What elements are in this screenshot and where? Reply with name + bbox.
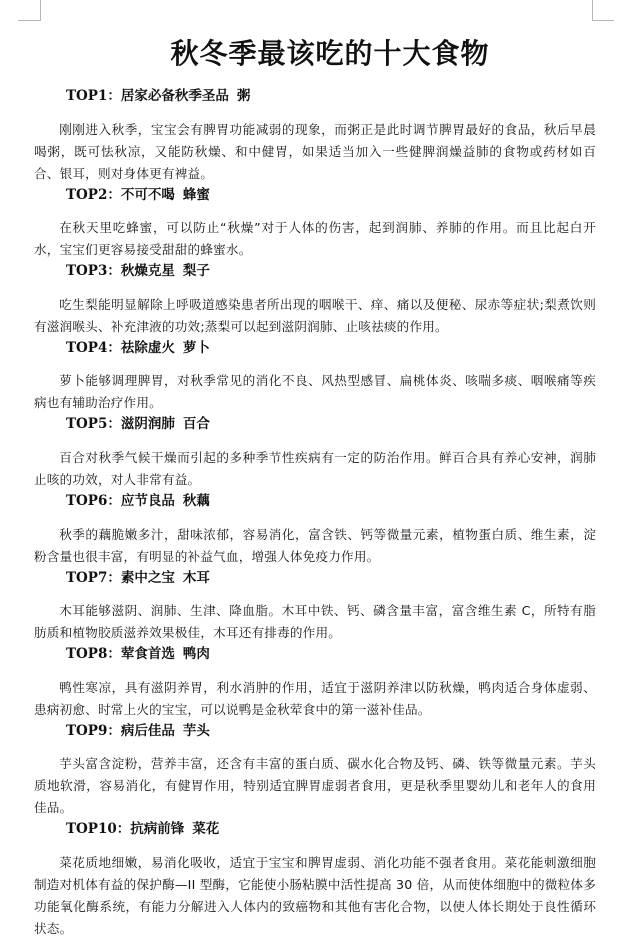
list-item [34, 261, 596, 338]
margin-mark-top-left-h [18, 20, 40, 21]
list-item [34, 568, 596, 645]
item-text: 菜花质地细嫩，易消化吸收，适宜于宝宝和脾胃虚弱、消化功能不强者食用。菜花能刺激细胞制造对机体有益的保护酶—II 型酶，它能使小肠粘膜中活性提高 30 倍，从而使体细胞中的微粒体多功能氧化酶系统，有能力分解进入人体内的致癌物和其他有害化合物，以使人体长期处于良性循环状态。 [34, 854, 596, 936]
list-item [34, 819, 596, 940]
margin-mark-top-left [40, 0, 41, 21]
item-rank: TOP7： [66, 569, 121, 586]
item-rank: TOP1： [66, 88, 121, 104]
item-text: 鸭性寒凉，具有滋阴养胃，利水消肿的作用，适宜于滋阴养津以防秋燥，鸭肉适合身体虚弱、患病初愈、时常上火的宝宝，可以说鸭是金秋荤食中的第一滋补佳品。 [34, 679, 596, 717]
item-name: 应节良品 [120, 492, 175, 509]
item-heading [64, 819, 596, 839]
item-food: 梨子 [182, 263, 210, 280]
item-heading [64, 338, 596, 358]
item-food: 菜花 [192, 821, 220, 838]
item-heading [64, 491, 596, 511]
document-page [34, 34, 596, 940]
item-rank: TOP6： [66, 492, 121, 509]
item-name: 居家必备秋季圣品 [120, 88, 229, 104]
item-name: 秋燥克星 [120, 263, 175, 280]
item-food: 蜂蜜 [182, 186, 210, 203]
item-text: 百合对秋季气候干燥而引起的多种季节性疾病有一定的防治作用。鲜百合具有养心安神，润肺止咳的功效，对人非常有益。 [34, 449, 596, 487]
item-heading [64, 414, 596, 434]
item-name: 抗病前锋 [130, 821, 185, 838]
item-name: 素中之宝 [120, 569, 175, 586]
item-heading [64, 568, 596, 588]
list-item [34, 185, 596, 262]
item-food: 木耳 [182, 569, 210, 586]
item-rank: TOP8： [66, 646, 121, 663]
item-text: 萝卜能够调理脾胃，对秋季常见的消化不良、风热型感冒、扁桃体炎、咳喘多痰、咽喉痛等疾病也有辅助治疗作用。 [34, 373, 596, 411]
list-item [34, 491, 596, 568]
item-rank: TOP10： [66, 821, 131, 838]
margin-mark-top-right-h [592, 20, 614, 21]
item-food: 百合 [182, 416, 210, 433]
document-title: 秋冬季最该吃的十大食物 [170, 37, 490, 70]
item-rank: TOP4： [66, 339, 121, 356]
item-name: 病后佳品 [120, 722, 175, 739]
list-item [34, 721, 596, 820]
item-name: 祛除虚火 [120, 339, 175, 356]
item-text: 芋头富含淀粉，营养丰富，还含有丰富的蛋白质、碳水化合物及钙、磷、铁等微量元素。芋头质地软滑，容易消化，有健胃作用，特别适宜脾胃虚弱者食用，更是秋季里婴幼儿和老年人的食用佳品。 [34, 756, 596, 816]
item-food: 秋藕 [182, 492, 210, 509]
item-heading [64, 721, 596, 741]
item-rank: TOP9： [66, 722, 121, 739]
item-rank: TOP2： [66, 186, 121, 203]
item-food: 萝卜 [182, 339, 210, 356]
margin-mark-top-right [592, 0, 593, 20]
item-rank: TOP3： [66, 263, 121, 280]
item-text: 在秋天里吃蜂蜜，可以防止“秋燥”对于人体的伤害，起到润肺、养肺的作用。而且比起白开水，宝宝们更容易接受甜甜的蜂蜜水。 [34, 220, 596, 258]
item-text: 刚刚进入秋季，宝宝会有脾胃功能减弱的现象，而粥正是此时调节脾胃最好的食品，秋后早晨喝粥，既可怯秋凉，又能防秋燥、和中健胃，如果适当加入一些健脾润燥益肺的食物或药材如百合、银耳，则对身体更有裨益。 [34, 121, 596, 181]
list-item [34, 644, 596, 721]
item-food: 粥 [236, 88, 251, 104]
list-item [34, 86, 596, 185]
list-item [34, 414, 596, 491]
item-food: 鸭肉 [182, 646, 210, 663]
item-name: 不可不喝 [120, 186, 175, 203]
item-text: 吃生梨能明显解除上呼吸道感染患者所出现的咽喉干、痒、痛以及便秘、尿赤等症状;梨煮饮则有滋润喉头、补充津液的功效;蒸梨可以起到滋阴润肺、止咳祛痰的作用。 [34, 296, 596, 334]
list-item [34, 338, 596, 415]
item-name: 荤食首选 [120, 646, 175, 663]
item-heading [64, 644, 596, 664]
food-list [34, 86, 596, 940]
item-food: 芋头 [182, 722, 210, 739]
item-text: 木耳能够滋阴、润肺、生津、降血脂。木耳中铁、钙、磷含量丰富，富含维生素 C，所特有脂肪质和植物胶质滋养效果极佳，木耳还有排毒的作用。 [34, 603, 596, 641]
item-name: 滋阴润肺 [120, 416, 175, 433]
item-heading [64, 185, 596, 205]
item-heading [64, 86, 596, 106]
item-heading [64, 261, 596, 281]
item-text: 秋季的藕脆嫩多汁，甜味浓郁，容易消化，富含铁、钙等微量元素，植物蛋白质、维生素，淀粉含量也很丰富，有明显的补益气血，增强人体免疫力作用。 [34, 526, 596, 564]
item-rank: TOP5： [66, 416, 121, 433]
